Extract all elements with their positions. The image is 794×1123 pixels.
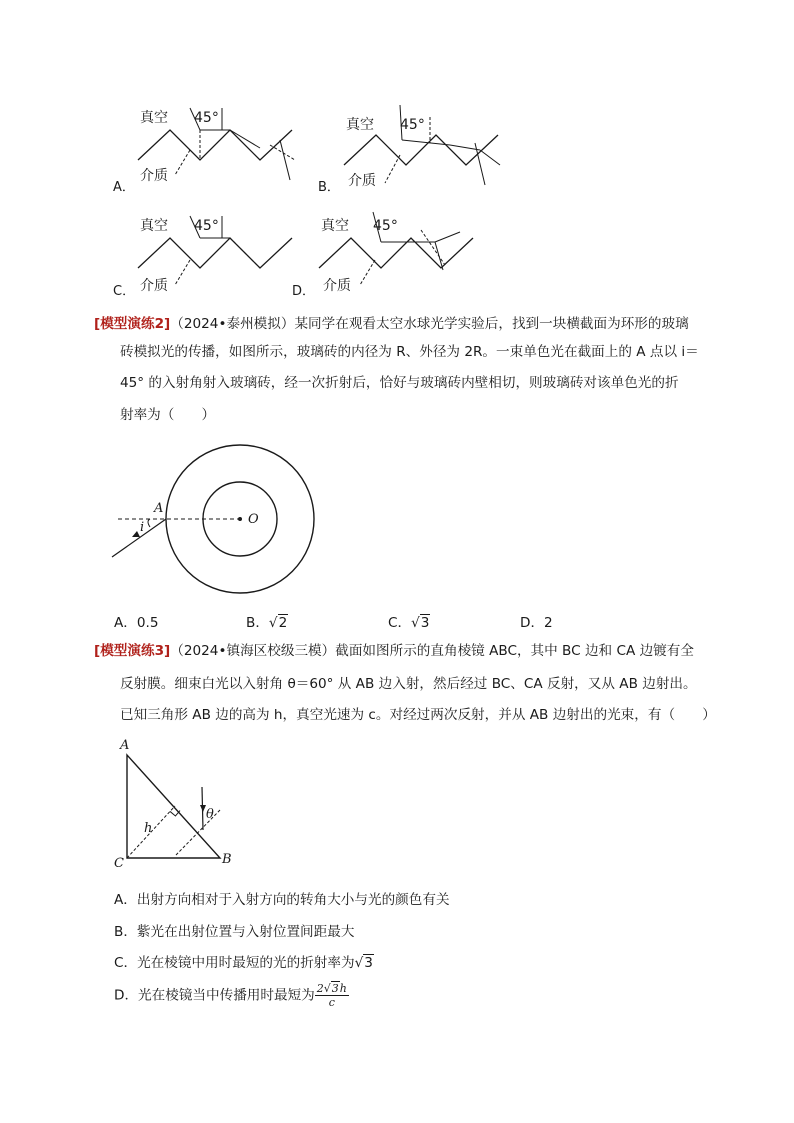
vacuum-label: 真空 bbox=[346, 117, 374, 133]
num-variable: h bbox=[339, 982, 347, 995]
option-letter-d: D． bbox=[292, 284, 316, 299]
vertex-b-label: B bbox=[222, 852, 232, 867]
q2-choice-a[interactable]: A．0.5 bbox=[114, 615, 159, 631]
fraction bbox=[315, 982, 349, 1009]
ring-glass-diagram bbox=[100, 435, 370, 610]
sqrt-symbol: √3 bbox=[411, 615, 430, 631]
vacuum-label: 真空 bbox=[140, 110, 168, 126]
figure-option-d-diagram bbox=[315, 210, 505, 295]
medium-label: 介质 bbox=[348, 173, 376, 189]
medium-label: 介质 bbox=[140, 168, 168, 184]
q2-choice-c[interactable] bbox=[388, 611, 430, 631]
q2-choice-c-radicand: 3 bbox=[420, 615, 430, 631]
theta-label: θ bbox=[206, 807, 214, 822]
figure-option-b-diagram bbox=[340, 105, 530, 200]
sqrt-symbol: √2 bbox=[268, 615, 288, 631]
q2-choice-c-prefix: C． bbox=[388, 615, 412, 631]
medium-label: 介质 bbox=[323, 278, 351, 294]
q2-choice-d[interactable]: D．2 bbox=[520, 615, 553, 631]
vertex-a-label: A bbox=[120, 738, 130, 753]
prism-diagram bbox=[110, 735, 250, 870]
option-letter-c: C． bbox=[113, 284, 136, 299]
angle-label: 45° bbox=[194, 110, 219, 126]
figure-option-a-diagram bbox=[130, 100, 320, 195]
q2-choice-b-radicand: 2 bbox=[278, 615, 288, 631]
point-a-label: A bbox=[154, 501, 164, 516]
angle-label: 45° bbox=[373, 218, 398, 234]
q3-choice-d-prefix: D．光在棱镜当中传播用时最短为 bbox=[114, 987, 315, 1004]
q3-choice-c-prefix: C．光在棱镜中用时最短的光的折射率为 bbox=[114, 955, 355, 971]
q3-choice-b[interactable]: B．紫光在出射位置与入射位置间距最大 bbox=[114, 924, 355, 940]
option-letter-a: A． bbox=[113, 180, 135, 195]
q3-line-3: 已知三角形 AB 边的高为 h，真空光速为 c。对经过两次反射，并从 AB 边射出的光束，有（ ） bbox=[120, 707, 716, 723]
angle-i-label: i bbox=[140, 520, 145, 535]
q3-line-2: 反射膜。细束白光以入射角 θ＝60° 从 AB 边入射，然后经过 BC、CA 反射，又从 AB 边射出。 bbox=[120, 676, 697, 692]
vacuum-label: 真空 bbox=[321, 218, 349, 234]
q2-choice-b[interactable] bbox=[246, 611, 288, 631]
fraction-denominator: c bbox=[328, 996, 335, 1009]
option-letter-b: B． bbox=[318, 180, 340, 195]
medium-label: 介质 bbox=[140, 278, 168, 294]
q2-line-2: 砖模拟光的传播，如图所示，玻璃砖的内径为 R、外径为 2R。一束单色光在截面上的 A 点以 i＝ bbox=[120, 344, 699, 360]
num-coefficient: 2 bbox=[316, 982, 324, 995]
height-h-label: h bbox=[144, 821, 153, 836]
q2-text-1: （2024•泰州模拟）某同学在观看太空水球光学实验后，找到一块横截面为环形的玻璃 bbox=[170, 316, 689, 332]
angle-label: 45° bbox=[194, 218, 219, 234]
center-o-label: O bbox=[248, 512, 259, 527]
angle-label: 45° bbox=[400, 117, 425, 133]
q2-line-3: 45° 的入射角射入玻璃砖，经一次折射后，恰好与玻璃砖内壁相切，则玻璃砖对该单色光的折 bbox=[120, 375, 679, 391]
q2-choice-b-prefix: B． bbox=[246, 615, 269, 631]
sqrt-symbol: √3 bbox=[323, 982, 339, 995]
sqrt-symbol: √3 bbox=[354, 955, 373, 971]
q3-choice-c-radicand: 3 bbox=[364, 955, 373, 971]
q3-choice-a[interactable]: A．出射方向相对于入射方向的转角大小与光的颜色有关 bbox=[114, 892, 450, 908]
vertex-c-label: C bbox=[114, 856, 124, 871]
q2-line-1 bbox=[94, 312, 689, 336]
num-radicand: 3 bbox=[331, 982, 339, 995]
fraction-numerator bbox=[315, 982, 349, 996]
q3-choice-c[interactable] bbox=[114, 951, 374, 971]
q2-line-4: 射率为（ ） bbox=[120, 407, 216, 423]
vacuum-label: 真空 bbox=[140, 218, 168, 234]
q3-tag: [模型演练3] bbox=[94, 643, 171, 659]
q3-line-1 bbox=[94, 639, 694, 663]
q3-text-1: （2024•镇海区校级三模）截面如图所示的直角棱镜 ABC，其中 BC 边和 CA 边镀有全 bbox=[170, 643, 694, 659]
q3-choice-d[interactable] bbox=[114, 982, 349, 1009]
q2-tag: [模型演练2] bbox=[94, 316, 171, 332]
